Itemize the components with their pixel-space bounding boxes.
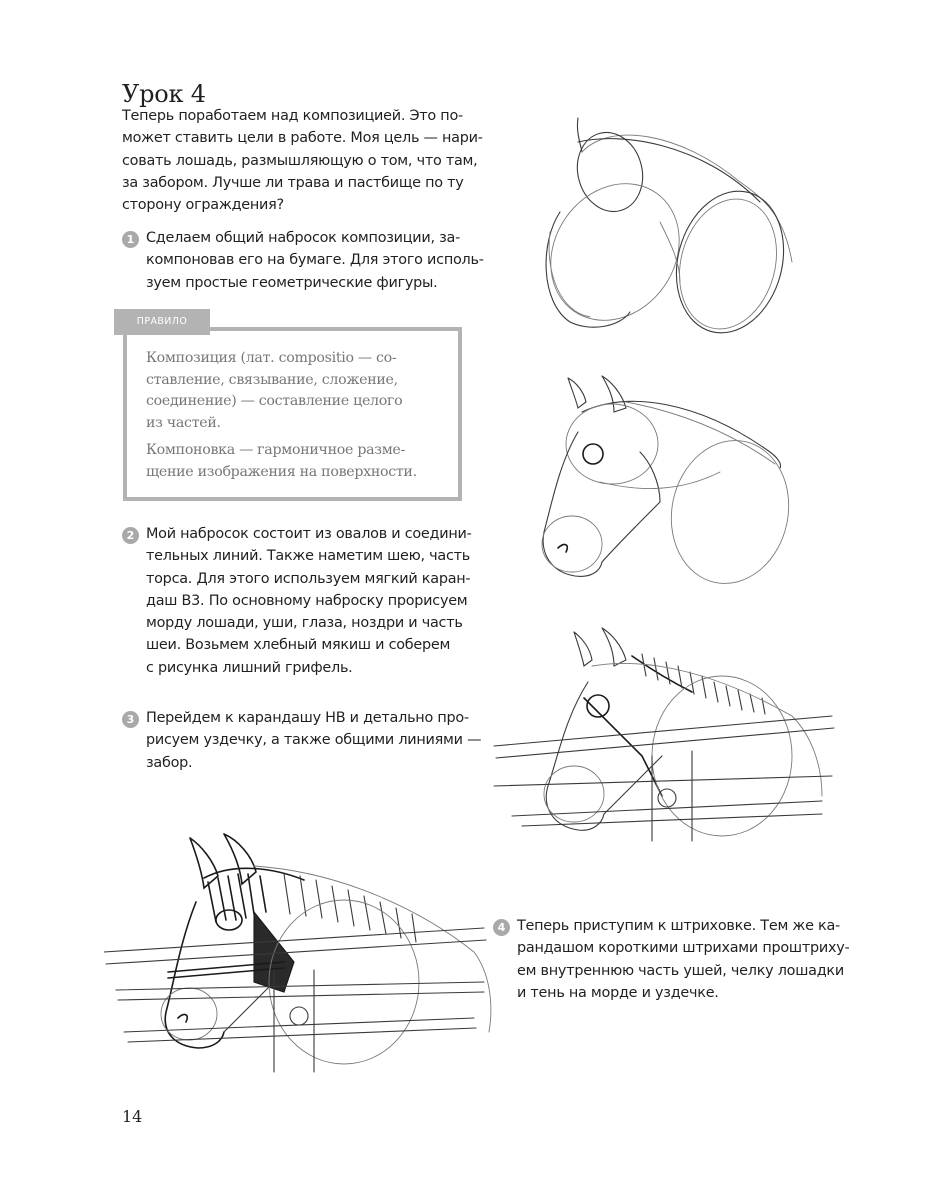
intro-line: совать лошадь, размышляющую о том, что там, — [122, 152, 478, 169]
intro-paragraph — [122, 105, 483, 216]
step-line: забор. — [146, 754, 193, 771]
step-text — [146, 523, 472, 679]
step-line: рандашом короткими штрихами проштриху- — [517, 940, 850, 957]
step-number-badge: 4 — [493, 919, 510, 936]
rule-line: Компоновка — гармоничное разме- — [146, 442, 406, 458]
step-number-badge: 2 — [122, 527, 139, 544]
step-line: компоновав его на бумаге. Для этого исполь- — [146, 252, 484, 269]
rule-line: соединение) — составление целого — [146, 393, 403, 409]
step-line: морду лошади, уши, глаза, ноздри и часть — [146, 615, 463, 632]
step-line: и тень на морде и уздечке. — [517, 984, 719, 1001]
step-number-badge: 3 — [122, 711, 139, 728]
step-text — [517, 915, 849, 1004]
step-line: даш B3. По основному наброску прорисуем — [146, 592, 468, 609]
rule-tab-label: ПРАВИЛО — [114, 309, 210, 335]
step-line: торса. Для этого используем мягкий каран- — [146, 570, 471, 587]
intro-line: за забором. Лучше ли трава и пастбище по ту — [122, 174, 464, 191]
intro-line: сторону ограждения? — [122, 197, 284, 214]
rule-definition-composition — [146, 348, 402, 434]
step-line: Перейдем к карандашу HB и детально про- — [146, 710, 469, 726]
step-line: рисуем уздечку, а также общими линиями — — [146, 732, 482, 749]
rule-line: из частей. — [146, 414, 221, 431]
step-text — [146, 227, 484, 294]
intro-line: может ставить цели в работе. Моя цель — нари- — [122, 130, 483, 147]
step-line: зуем простые геометрические фигуры. — [146, 274, 438, 291]
rule-line: ставление, связывание, сложение, — [146, 371, 398, 388]
lesson-title: Урок 4 — [122, 80, 206, 109]
horse-sketch-shapes — [530, 112, 810, 342]
horse-sketch-head-outline — [530, 372, 790, 587]
step-line: Мой набросок состоит из овалов и соедини- — [146, 526, 472, 542]
step-line: Сделаем общий набросок композиции, за- — [146, 230, 461, 246]
horse-sketch-bridle-fence — [492, 626, 837, 856]
intro-line: Теперь поработаем над композицией. Это по- — [122, 108, 463, 124]
rule-line: Композиция (лат. compositio — со- — [146, 350, 397, 366]
page-number: 14 — [122, 1107, 143, 1126]
step-line: ем внутреннюю часть ушей, челку лошадки — [517, 962, 844, 979]
step-line: Теперь приступим к штриховке. Тем же ка- — [517, 918, 840, 934]
step-number-badge: 1 — [122, 231, 139, 248]
rule-line: щение изображения на поверхности. — [146, 463, 417, 480]
step-line: с рисунка лишний грифель. — [146, 659, 353, 676]
step-text — [146, 707, 481, 774]
step-line: тельных линий. Также наметим шею, часть — [146, 548, 471, 565]
rule-definition-layout — [146, 440, 417, 483]
step-line: шеи. Возьмем хлебный мякиш и соберем — [146, 637, 451, 654]
horse-sketch-shaded — [104, 832, 494, 1077]
